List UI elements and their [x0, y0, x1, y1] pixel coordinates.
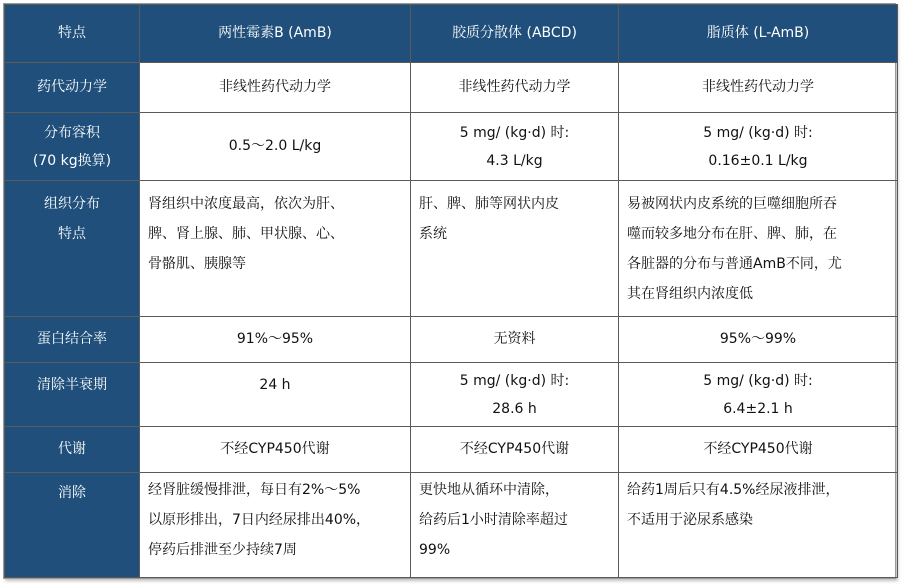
cell-pk-abcd: 非线性药代动力学	[411, 63, 619, 113]
cell-elimination-abcd-line2: 给药后1小时清除率超过	[419, 512, 568, 528]
cell-protein-abcd: 无资料	[411, 317, 619, 363]
cell-elimination-abcd	[411, 473, 619, 578]
row-label-vd-line2: (70 kg换算)	[32, 152, 112, 169]
cell-vd-abcd-line1: 5 mg/ (kg·d) 时:	[459, 124, 570, 141]
cell-protein-amb: 91%～95%	[140, 317, 411, 363]
cell-vd-abcd-line2: 4.3 L/kg	[486, 152, 543, 169]
cell-metabolism-abcd: 不经CYP450代谢	[411, 427, 619, 473]
cell-tissue-abcd-line2: 系统	[419, 226, 447, 242]
cell-vd-lamb	[619, 113, 898, 181]
table-row-vd	[5, 113, 898, 181]
cell-tissue-amb-line2: 脾、肾上腺、肺、甲状腺、心、	[148, 226, 344, 242]
cell-elimination-abcd-line3: 99%	[419, 542, 451, 558]
cell-tissue-abcd-line1: 肝、脾、肺等网状内皮	[419, 196, 559, 212]
row-label-vd	[5, 113, 140, 181]
row-label-tissue-line2: 特点	[58, 226, 86, 242]
cell-elimination-abcd-line1: 更快地从循环中清除，	[419, 482, 559, 498]
cell-tissue-lamb-line3: 各脏器的分布与普通AmB不同，尤	[627, 256, 842, 272]
cell-elimination-amb	[140, 473, 411, 578]
cell-elimination-amb-line3: 停药后排泄至少持续7周	[148, 542, 297, 558]
row-label-halflife: 清除半衰期	[5, 363, 140, 427]
table-row-protein	[5, 317, 898, 363]
cell-tissue-lamb-line4: 其在肾组织内浓度低	[627, 286, 753, 302]
cell-tissue-lamb	[619, 181, 898, 317]
cell-halflife-amb: 24 h	[140, 363, 411, 427]
header-amb: 两性霉素B (AmB)	[140, 5, 411, 63]
cell-elimination-lamb-line2: 不适用于泌尿系感染	[627, 512, 753, 528]
cell-metabolism-amb: 不经CYP450代谢	[140, 427, 411, 473]
cell-elimination-lamb	[619, 473, 898, 578]
row-label-elimination: 消除	[5, 473, 140, 578]
cell-halflife-abcd-line1: 5 mg/ (kg·d) 时:	[459, 372, 570, 389]
cell-elimination-amb-line1: 经肾脏缓慢排泄，每日有2%～5%	[148, 482, 361, 498]
cell-vd-amb: 0.5～2.0 L/kg	[140, 113, 411, 181]
header-lamb: 脂质体 (L-AmB)	[619, 5, 898, 63]
cell-halflife-lamb-line1: 5 mg/ (kg·d) 时:	[703, 372, 813, 389]
cell-metabolism-lamb: 不经CYP450代谢	[619, 427, 898, 473]
table-header-row	[5, 5, 898, 63]
cell-pk-amb: 非线性药代动力学	[140, 63, 411, 113]
cell-tissue-lamb-line2: 噬而较多地分布在肝、脾、肺，在	[627, 226, 837, 242]
row-label-pk: 药代动力学	[5, 63, 140, 113]
row-label-tissue-line1: 组织分布	[44, 196, 100, 212]
table-row-tissue	[5, 181, 898, 317]
row-label-metabolism: 代谢	[5, 427, 140, 473]
table-row-pk	[5, 63, 898, 113]
cell-tissue-amb	[140, 181, 411, 317]
row-label-protein: 蛋白结合率	[5, 317, 140, 363]
table-row-elimination	[5, 473, 898, 578]
comparison-table-container	[3, 3, 896, 579]
cell-tissue-amb-line1: 肾组织中浓度最高，依次为肝、	[148, 196, 344, 212]
table-row-halflife	[5, 363, 898, 427]
cell-halflife-abcd-line2: 28.6 h	[492, 400, 537, 417]
cell-tissue-amb-line3: 骨骼肌、胰腺等	[148, 256, 246, 272]
cell-protein-lamb: 95%～99%	[619, 317, 898, 363]
cell-tissue-lamb-line1: 易被网状内皮系统的巨噬细胞所吞	[627, 196, 837, 212]
cell-vd-lamb-line1: 5 mg/ (kg·d) 时:	[703, 124, 813, 141]
header-feature: 特点	[5, 5, 140, 63]
row-label-vd-line1: 分布容积	[44, 124, 100, 141]
cell-vd-abcd	[411, 113, 619, 181]
cell-pk-lamb: 非线性药代动力学	[619, 63, 898, 113]
header-abcd: 胶质分散体 (ABCD)	[411, 5, 619, 63]
row-label-tissue	[5, 181, 140, 317]
cell-halflife-abcd	[411, 363, 619, 427]
cell-elimination-amb-line2: 以原形排出，7日内经尿排出40%，	[148, 512, 371, 528]
cell-elimination-lamb-line1: 给药1周后只有4.5%经尿液排泄，	[627, 482, 840, 498]
cell-halflife-lamb	[619, 363, 898, 427]
cell-tissue-abcd	[411, 181, 619, 317]
amphotericin-comparison-table	[4, 4, 898, 578]
table-row-metabolism	[5, 427, 898, 473]
cell-vd-lamb-line2: 0.16±0.1 L/kg	[708, 152, 808, 169]
cell-halflife-lamb-line2: 6.4±2.1 h	[723, 400, 793, 417]
